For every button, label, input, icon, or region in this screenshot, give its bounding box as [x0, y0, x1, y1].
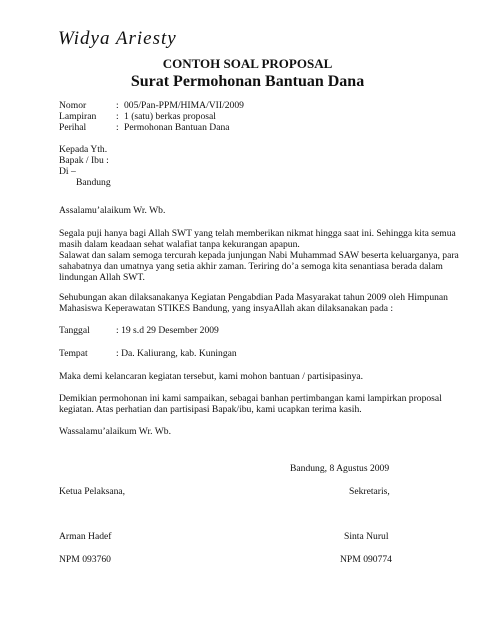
paragraph-line: Mahasiswa Keperawatan STIKES Bandung, yang insyaAllah akan dilaksanakan pada : [59, 303, 394, 314]
perihal-label: Perihal [59, 122, 87, 133]
paragraph-line: masih dalam keadaan sehat walafiat tanpa kekurangan apapun. [59, 239, 300, 250]
tanggal-label: Tanggal [59, 325, 90, 336]
right-signatory-name: Sinta Nurul [344, 531, 389, 542]
lampiran-colon: : [116, 111, 119, 122]
lampiran-value: 1 (satu) berkas proposal [124, 111, 216, 122]
document-title: CONTOH SOAL PROPOSAL [162, 56, 333, 71]
paragraph-line: Salawat dan salam semoga tercurah kepada junjungan Nabi Muhammad SAW beserta keluarganya, para [59, 250, 459, 261]
tempat-value: : Da. Kaliurang, kab. Kuningan [116, 348, 237, 359]
tempat-label: Tempat [59, 348, 88, 359]
author-name: Widya Ariesty [58, 28, 177, 49]
tanggal-value: : 19 s.d 29 Desember 2009 [116, 325, 219, 336]
recipient-line: Kepada Yth. [59, 144, 108, 155]
left-signatory-role: Ketua Pelaksana, [59, 486, 126, 497]
paragraph-line: Maka demi kelancaran kegiatan tersebut, kami mohon bantuan / partisipasinya. [59, 371, 363, 382]
right-signatory-npm: NPM 090774 [340, 554, 392, 565]
paragraph-line: Sehubungan akan dilaksanakanya Kegiatan Pengabdian Pada Masyarakat tahun 2009 oleh Himpunan [59, 292, 448, 303]
perihal-colon: : [116, 122, 119, 133]
nomor-label: Nomor [59, 100, 87, 111]
greeting: Assalamu’alaikum Wr. Wb. [59, 205, 166, 216]
paragraph-line: kegiatan. Atas perhatian dan partisipasi Bapak/ibu, kami ucapkan terima kasih. [59, 404, 362, 415]
paragraph-line: Segala puji hanya bagi Allah SWT yang telah memberikan nikmat hingga saat ini. Sehingga kita semua [59, 228, 456, 239]
lampiran-label: Lampiran [59, 111, 97, 122]
document-subtitle: Surat Permohonan Bantuan Dana [130, 73, 365, 90]
recipient-line: Bapak / Ibu : [59, 155, 109, 166]
nomor-value: 005/Pan-PPM/HIMA/VII/2009 [124, 100, 244, 111]
paragraph-line: lindungan Allah SWT. [59, 272, 145, 283]
perihal-value: Permohonan Bantuan Dana [124, 122, 230, 133]
paragraph-line: sahabatnya dan umatnya yang setia akhir zaman. Teriring do’a semoga kita senantiasa berada dalam [59, 261, 443, 272]
paragraph-line: Demikian permohonan ini kami sampaikan, sebagai banhan pertimbangan kami lampirkan proposal [59, 393, 442, 404]
nomor-colon: : [116, 100, 119, 111]
recipient-city: Bandung [76, 177, 111, 188]
left-signatory-npm: NPM 093760 [59, 554, 111, 565]
left-signatory-name: Arman Hadef [59, 531, 112, 542]
right-signatory-role: Sekretaris, [349, 486, 390, 497]
place-date: Bandung, 8 Agustus 2009 [290, 463, 390, 474]
recipient-line: Di – [59, 166, 76, 177]
closing: Wassalamu’alaikum Wr. Wb. [59, 426, 171, 437]
